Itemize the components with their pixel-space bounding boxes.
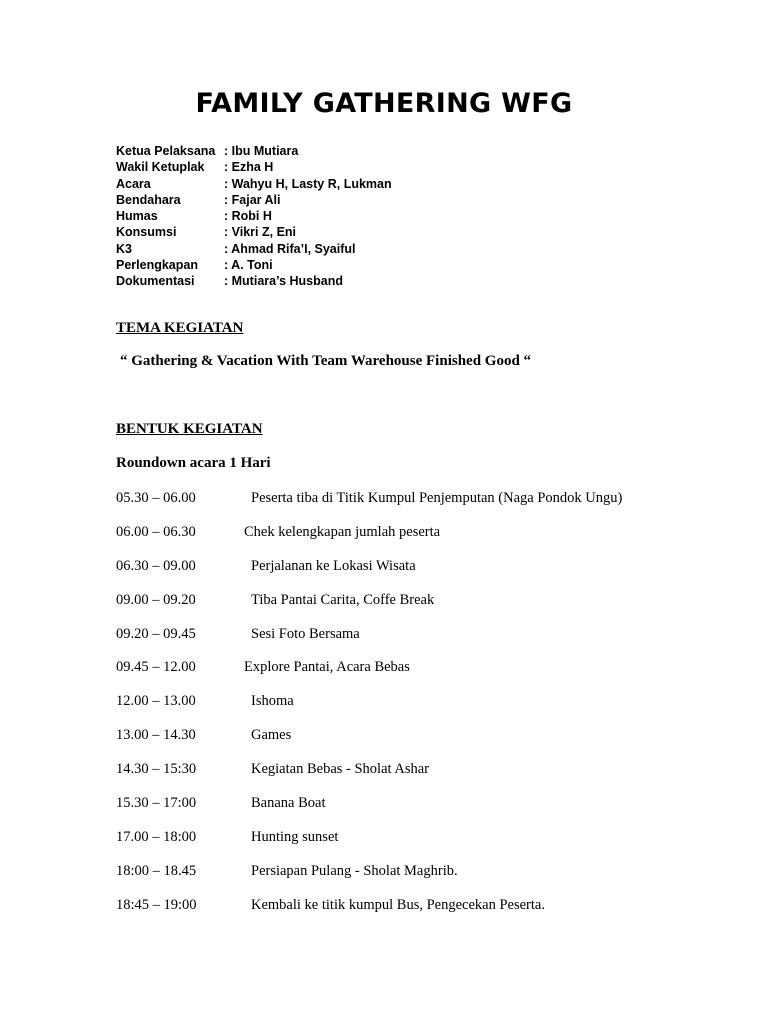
schedule-row bbox=[116, 556, 736, 590]
committee-member: : Fajar Ali bbox=[224, 192, 281, 207]
committee-row bbox=[116, 159, 392, 175]
committee-row bbox=[116, 176, 392, 192]
document-title: FAMILY GATHERING WFG bbox=[195, 88, 573, 119]
schedule-activity: Sesi Foto Bersama bbox=[251, 625, 360, 642]
schedule-time: 09.20 – 09.45 bbox=[116, 625, 196, 642]
rundown-title: Roundown acara 1 Hari bbox=[116, 455, 271, 471]
schedule-row bbox=[116, 793, 736, 827]
schedule-activity: Chek kelengkapan jumlah peserta bbox=[244, 523, 441, 540]
schedule-activity: Explore Pantai, Acara Bebas bbox=[244, 659, 410, 676]
schedule-row bbox=[116, 624, 736, 658]
committee-role: Humas bbox=[116, 209, 158, 224]
schedule-activity: Games bbox=[251, 727, 292, 744]
committee-row bbox=[116, 192, 392, 208]
committee-role: Ketua Pelaksana bbox=[116, 144, 216, 158]
committee-member: : Wahyu H, Lasty R, Lukman bbox=[224, 176, 392, 191]
schedule-row bbox=[116, 691, 736, 725]
committee-role: Acara bbox=[116, 176, 151, 191]
schedule-time: 05.30 – 06.00 bbox=[116, 490, 196, 506]
schedule-activity: Perjalanan ke Lokasi Wisata bbox=[251, 557, 416, 574]
schedule-activity: Banana Boat bbox=[251, 795, 326, 812]
schedule-time: 06.00 – 06.30 bbox=[116, 523, 196, 540]
schedule-time: 06.30 – 09.00 bbox=[116, 557, 196, 574]
schedule-time: 13.00 – 14.30 bbox=[116, 727, 196, 744]
schedule-time: 17.00 – 18:00 bbox=[116, 828, 197, 845]
schedule-activity: Kegiatan Bebas - Sholat Ashar bbox=[251, 761, 429, 778]
committee-member: : A. Toni bbox=[224, 258, 273, 273]
committee-member: : Ahmad Rifa’I, Syaiful bbox=[224, 241, 356, 256]
committee-row bbox=[116, 241, 392, 257]
schedule-row bbox=[116, 657, 736, 691]
committee-member: : Ezha H bbox=[224, 160, 274, 175]
schedule-activity: Peserta tiba di Titik Kumpul Penjemputan (Naga Pondok Ungu) bbox=[251, 490, 623, 506]
committee-row bbox=[116, 208, 392, 224]
schedule-row bbox=[116, 488, 736, 522]
committee-row bbox=[116, 257, 392, 273]
schedule-row bbox=[116, 759, 736, 793]
rundown-schedule bbox=[116, 488, 736, 929]
schedule-time: 18:45 – 19:00 bbox=[116, 896, 197, 913]
schedule-activity: Ishoma bbox=[251, 693, 294, 710]
committee-role: Perlengkapan bbox=[116, 258, 198, 273]
schedule-time: 14.30 – 15:30 bbox=[116, 761, 197, 778]
committee-member: : Vikri Z, Eni bbox=[224, 225, 297, 240]
schedule-activity: Kembali ke titik kumpul Bus, Pengecekan Peserta. bbox=[251, 896, 545, 913]
schedule-row bbox=[116, 522, 736, 556]
schedule-row bbox=[116, 827, 736, 861]
committee-member: : Ibu Mutiara bbox=[224, 144, 299, 158]
schedule-time: 18:00 – 18.45 bbox=[116, 862, 197, 879]
committee-role: Bendahara bbox=[116, 192, 181, 207]
schedule-activity: Hunting sunset bbox=[251, 828, 339, 845]
committee-row bbox=[116, 143, 392, 159]
committee-row bbox=[116, 273, 392, 289]
schedule-row bbox=[116, 590, 736, 624]
theme-text: “ Gathering & Vacation With Team Warehouse Finished Good “ bbox=[120, 353, 532, 369]
committee-role: Konsumsi bbox=[116, 225, 177, 240]
schedule-activity: Tiba Pantai Carita, Coffe Break bbox=[251, 591, 435, 608]
schedule-time: 12.00 – 13.00 bbox=[116, 693, 196, 710]
committee-role: Dokumentasi bbox=[116, 274, 195, 289]
committee-list bbox=[116, 143, 392, 290]
schedule-time: 09.00 – 09.20 bbox=[116, 591, 196, 608]
schedule-row bbox=[116, 861, 736, 895]
committee-role: Wakil Ketuplak bbox=[116, 160, 205, 175]
committee-role: K3 bbox=[116, 241, 132, 256]
activity-heading: BENTUK KEGIATAN bbox=[116, 421, 263, 437]
schedule-row bbox=[116, 725, 736, 759]
committee-row bbox=[116, 224, 392, 240]
committee-member: : Mutiara’s Husband bbox=[224, 274, 343, 289]
schedule-time: 15.30 – 17:00 bbox=[116, 795, 197, 812]
committee-member: : Robi H bbox=[224, 209, 272, 224]
theme-heading: TEMA KEGIATAN bbox=[116, 320, 244, 336]
schedule-row bbox=[116, 895, 736, 929]
schedule-time: 09.45 – 12.00 bbox=[116, 659, 196, 676]
schedule-activity: Persiapan Pulang - Sholat Maghrib. bbox=[251, 862, 458, 879]
